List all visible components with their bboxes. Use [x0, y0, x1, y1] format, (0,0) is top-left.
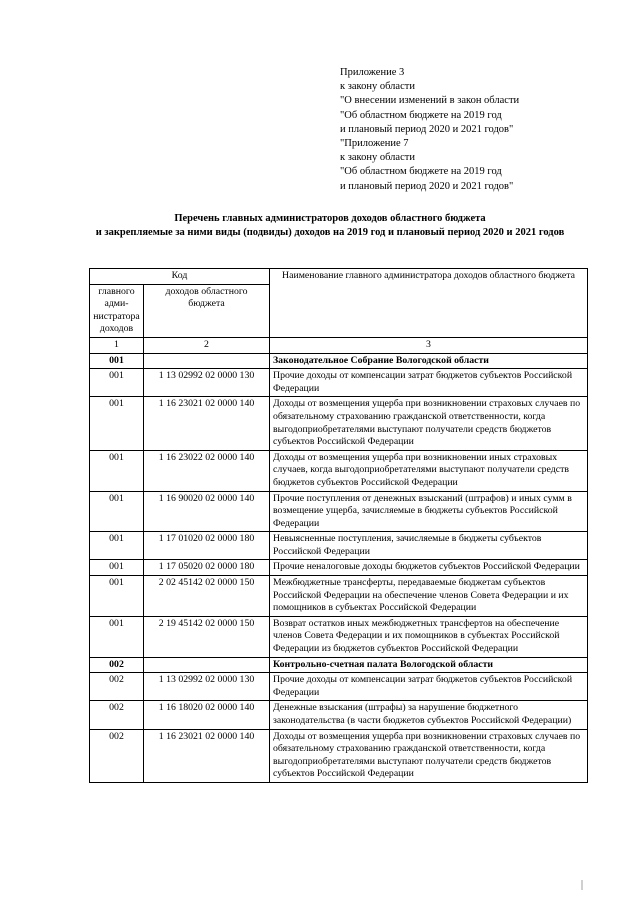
- column-number: 2: [144, 337, 270, 353]
- admin-code-cell: 001: [90, 491, 144, 532]
- table-row: [90, 353, 588, 369]
- admin-code-cell: 001: [90, 369, 144, 397]
- admin-code-cell: 001: [90, 532, 144, 560]
- annex-line: к закону области: [340, 81, 415, 93]
- admin-code-cell: 002: [90, 701, 144, 729]
- name-cell: Прочие доходы от компенсации затрат бюджетов субъектов Российской Федерации: [270, 673, 588, 701]
- annex-line: к закону области: [340, 152, 415, 164]
- admin-code-cell: 001: [90, 560, 144, 576]
- admin-code-cell: 002: [90, 657, 144, 673]
- name-cell: Возврат остатков иных межбюджетных трансфертов на обеспечение членов Совета Федерации и их помощников в субъектах Российской Федерации из бюджетов субъектов Российской Федерации: [270, 616, 588, 657]
- income-code-cell: 1 13 02992 02 0000 130: [144, 673, 270, 701]
- admin-code-cell: 001: [90, 616, 144, 657]
- name-cell: Законодательное Собрание Вологодской области: [270, 353, 588, 369]
- table-row: [90, 369, 588, 397]
- scan-mark: [581, 880, 583, 890]
- header-income: доходов областного бюджета: [144, 284, 270, 337]
- annex-line: "Об областном бюджете на 2019 год: [340, 109, 502, 121]
- income-code-cell: 1 16 23022 02 0000 140: [144, 450, 270, 491]
- annex-block: [340, 66, 630, 194]
- income-code-cell: 1 13 02992 02 0000 130: [144, 369, 270, 397]
- name-cell: Доходы от возмещения ущерба при возникновении страховых случаев по обязательному страхованию гражданской ответственности, когда выгодоприобретателями выступают получатели средств бюджетов субъектов Российской Федерации: [270, 397, 588, 450]
- income-code-cell: [144, 353, 270, 369]
- table-row: [90, 576, 588, 617]
- table-row: [90, 729, 588, 782]
- income-code-cell: 1 16 18020 02 0000 140: [144, 701, 270, 729]
- annex-line: и плановый период 2020 и 2021 годов": [340, 123, 514, 135]
- admin-code-cell: 002: [90, 673, 144, 701]
- name-cell: Прочие доходы от компенсации затрат бюджетов субъектов Российской Федерации: [270, 369, 588, 397]
- admin-code-cell: 001: [90, 397, 144, 450]
- table-row: [90, 616, 588, 657]
- income-code-cell: [144, 657, 270, 673]
- annex-line: "Приложение 7: [340, 138, 409, 150]
- table-row: [90, 397, 588, 450]
- name-cell: Доходы от возмещения ущерба при возникновении иных страховых случаев, когда выгодоприобретателями выступают получатели средств бюджетов субъектов Российской Федерации: [270, 450, 588, 491]
- column-number: 3: [270, 337, 588, 353]
- name-cell: Прочие неналоговые доходы бюджетов субъектов Российской Федерации: [270, 560, 588, 576]
- annex-line: и плановый период 2020 и 2021 годов": [340, 180, 514, 192]
- revenue-table: [89, 268, 588, 783]
- income-code-cell: 1 17 05020 02 0000 180: [144, 560, 270, 576]
- name-cell: Невыясненные поступления, зачисляемые в бюджеты субъектов Российской Федерации: [270, 532, 588, 560]
- income-code-cell: 1 16 23021 02 0000 140: [144, 729, 270, 782]
- name-cell: Контрольно-счетная палата Вологодской области: [270, 657, 588, 673]
- header-code: Код: [90, 269, 270, 285]
- table-row: [90, 657, 588, 673]
- annex-line: "О внесении изменений в закон области: [340, 95, 520, 107]
- admin-code-cell: 001: [90, 450, 144, 491]
- name-cell: Прочие поступления от денежных взысканий (штрафов) и иных сумм в возмещение ущерба, зачисляемые в бюджеты субъектов Российской Федерации: [270, 491, 588, 532]
- table-row: [90, 450, 588, 491]
- income-code-cell: 1 17 01020 02 0000 180: [144, 532, 270, 560]
- name-cell: Межбюджетные трансферты, передаваемые бюджетам субъектов Российской Федерации на обеспечение членов Совета Федерации и их помощников в субъектах Российской Федерации: [270, 576, 588, 617]
- admin-code-cell: 001: [90, 576, 144, 617]
- table-row: [90, 560, 588, 576]
- table-row: [90, 491, 588, 532]
- income-code-cell: 2 19 45142 02 0000 150: [144, 616, 270, 657]
- admin-code-cell: 002: [90, 729, 144, 782]
- table-row: [90, 532, 588, 560]
- column-number: 1: [90, 337, 144, 353]
- title-line-2: и закрепляемые за ними виды (подвиды) доходов на 2019 год и плановый период 2020 и 2021 годов: [95, 227, 565, 238]
- name-cell: Денежные взыскания (штрафы) за нарушение бюджетного законодательства (в части бюджетов субъектов Российской Федерации): [270, 701, 588, 729]
- header-admin: главного адми-нистратора доходов: [90, 284, 144, 337]
- income-code-cell: 2 02 45142 02 0000 150: [144, 576, 270, 617]
- header-name: Наименование главного администратора доходов областного бюджета: [270, 269, 588, 338]
- annex-line: "Об областном бюджете на 2019 год: [340, 166, 502, 178]
- document-title: [50, 212, 610, 240]
- table-row: [90, 701, 588, 729]
- header-row: [90, 269, 588, 285]
- column-number-row: [90, 337, 588, 353]
- title-line-1: Перечень главных администраторов доходов областного бюджета: [174, 213, 486, 224]
- income-code-cell: 1 16 90020 02 0000 140: [144, 491, 270, 532]
- income-code-cell: 1 16 23021 02 0000 140: [144, 397, 270, 450]
- annex-line: Приложение 3: [340, 67, 405, 78]
- admin-code-cell: 001: [90, 353, 144, 369]
- name-cell: Доходы от возмещения ущерба при возникновении страховых случаев по обязательному страхованию гражданской ответственности, когда выгодоприобретателями выступают получатели средств бюджетов субъектов Российской Федерации: [270, 729, 588, 782]
- table-row: [90, 673, 588, 701]
